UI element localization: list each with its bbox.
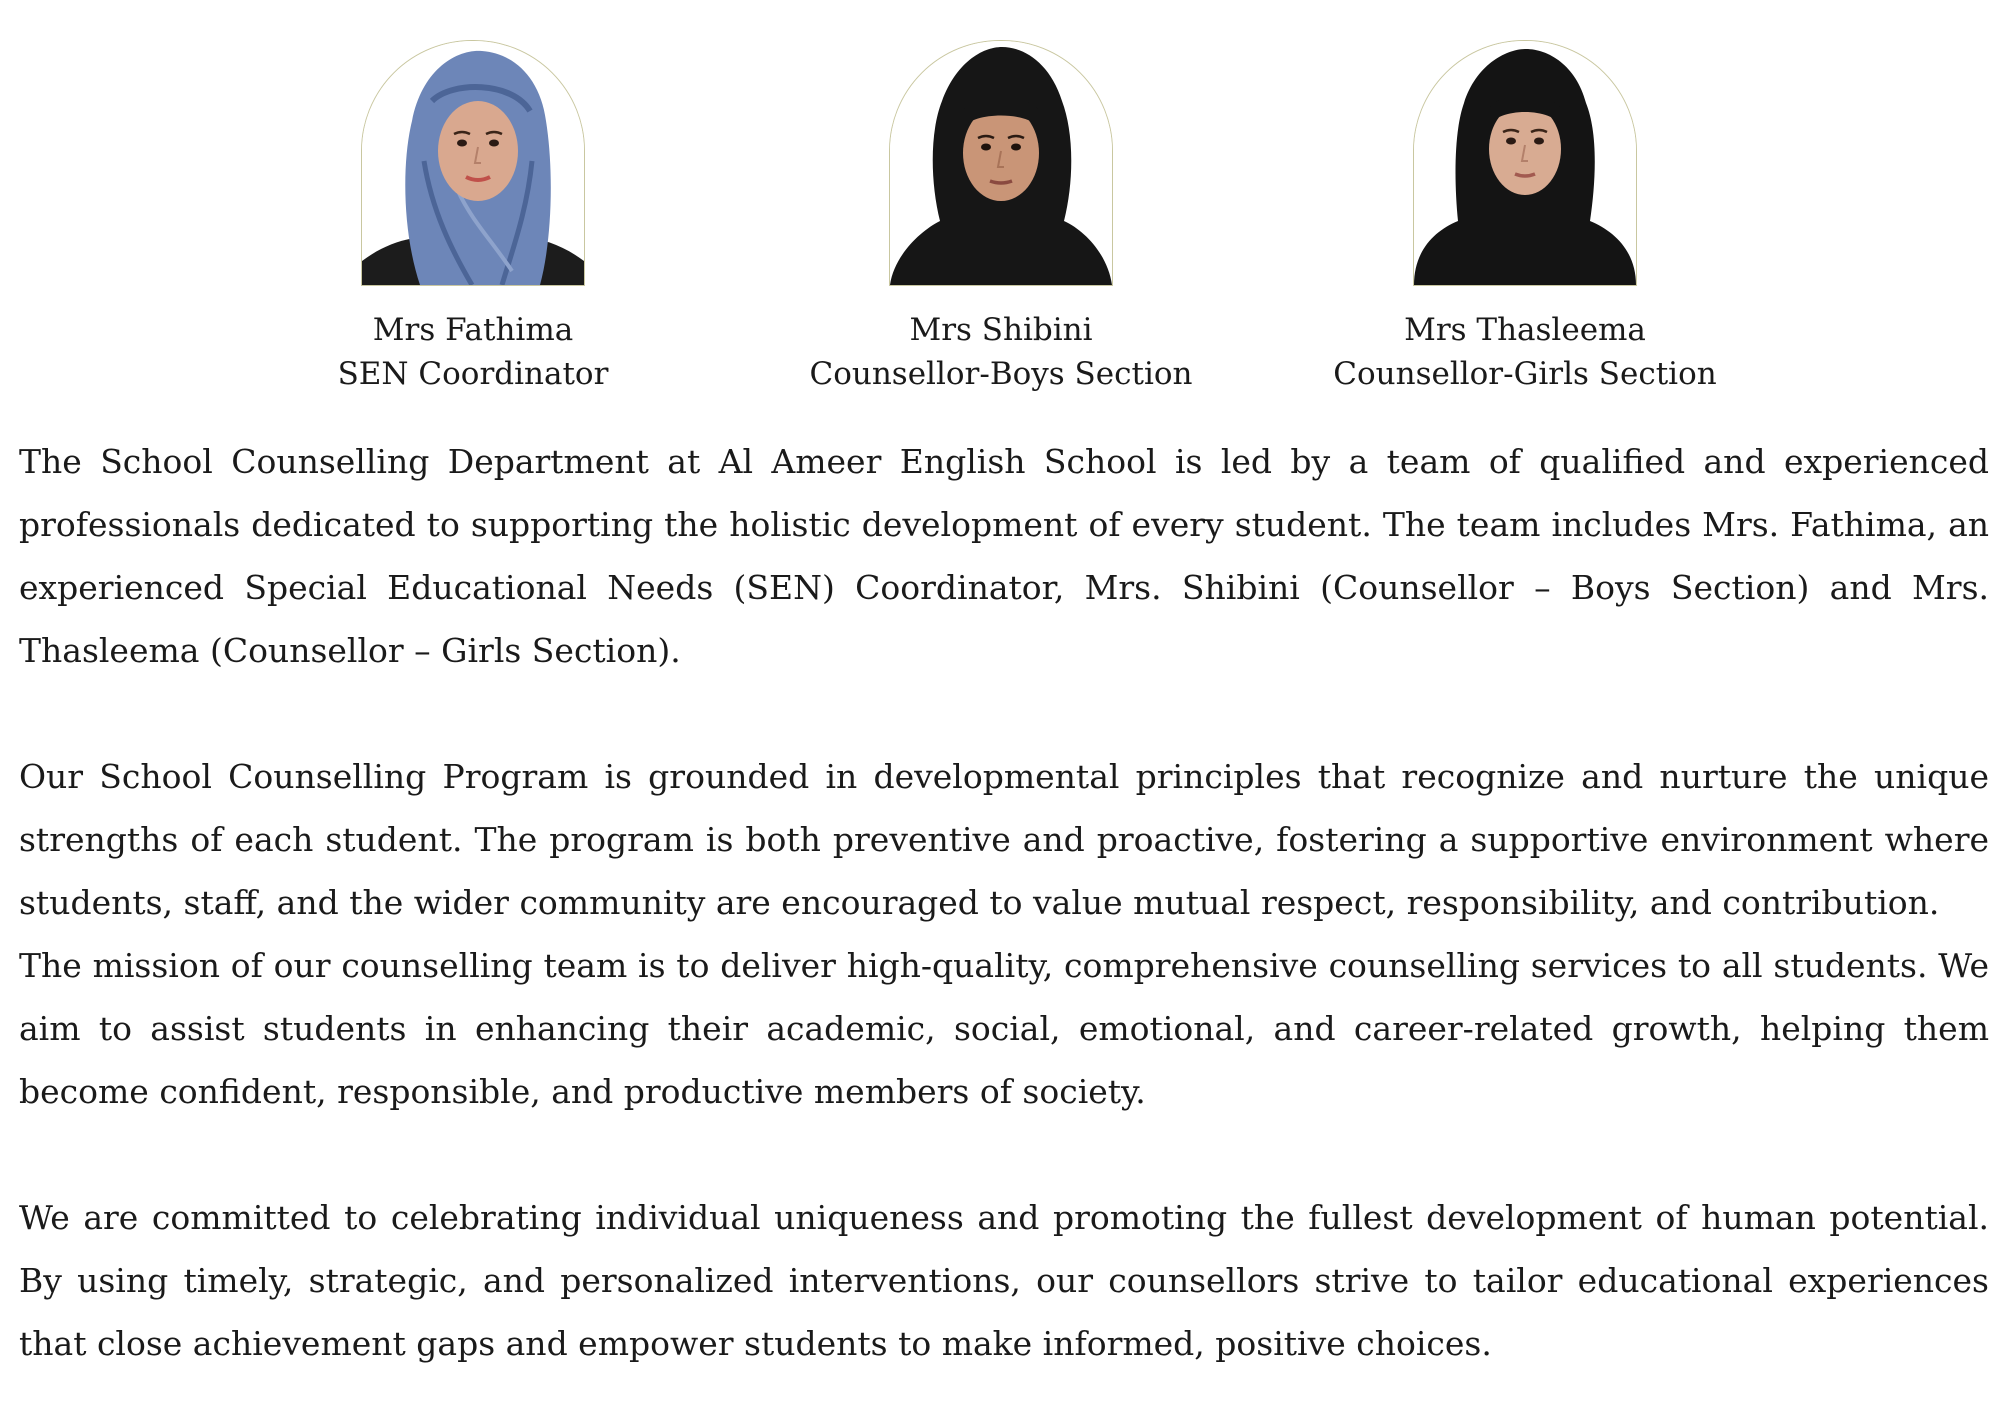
portrait-photo-icon <box>1414 41 1636 285</box>
portrait-photo <box>361 40 585 286</box>
team-member-card <box>253 40 693 396</box>
paragraph-spacer <box>19 1123 1989 1186</box>
member-name: Mrs Fathima <box>372 312 574 348</box>
intro-paragraph: The School Counselling Department at Al Ameer English School is led by a team of qualified and experienced professionals dedicated to supporting the holistic development of every student. The team includes Mrs. Fathima, an experienced Special Educational Needs (SEN) Coordinator, Mrs. Shibini (Counsellor – Boys Section) and Mrs. Thasleema (Counsellor – Girls Section). <box>19 442 1989 670</box>
commitment-paragraph: We are committed to celebrating individual uniqueness and promoting the fullest development of human potential. By using timely, strategic, and personalized interventions, our counsellors strive to tailor educational experiences that close achievement gaps and empower students to make informed, positive choices. <box>19 1198 1989 1363</box>
mission-paragraph: The mission of our counselling team is to deliver high-quality, comprehensive counselling services to all students. We aim to assist students in enhancing their academic, social, emotional, and career-related growth, helping them become confident, responsible, and productive members of society. <box>19 946 1989 1111</box>
counselling-team <box>0 40 2000 400</box>
team-member-card <box>1305 40 1745 396</box>
program-paragraph: Our School Counselling Program is grounded in developmental principles that recognize and nurture the unique strengths of each student. The program is both preventive and proactive, fostering a supportive environment where students, staff, and the wider community are encouraged to value mutual respect, responsibility, and contribution. <box>19 757 1989 922</box>
department-description <box>19 430 1989 1375</box>
member-role: Counsellor-Boys Section <box>809 356 1193 392</box>
member-name: Mrs Shibini <box>909 312 1093 348</box>
portrait-photo-icon <box>890 41 1112 285</box>
paragraph-spacer <box>19 682 1989 745</box>
portrait-photo <box>889 40 1113 286</box>
member-role: Counsellor-Girls Section <box>1333 356 1717 392</box>
member-role: SEN Coordinator <box>337 356 609 392</box>
member-name: Mrs Thasleema <box>1404 312 1646 348</box>
portrait-photo-icon <box>362 41 584 285</box>
team-member-card <box>781 40 1221 396</box>
portrait-photo <box>1413 40 1637 286</box>
